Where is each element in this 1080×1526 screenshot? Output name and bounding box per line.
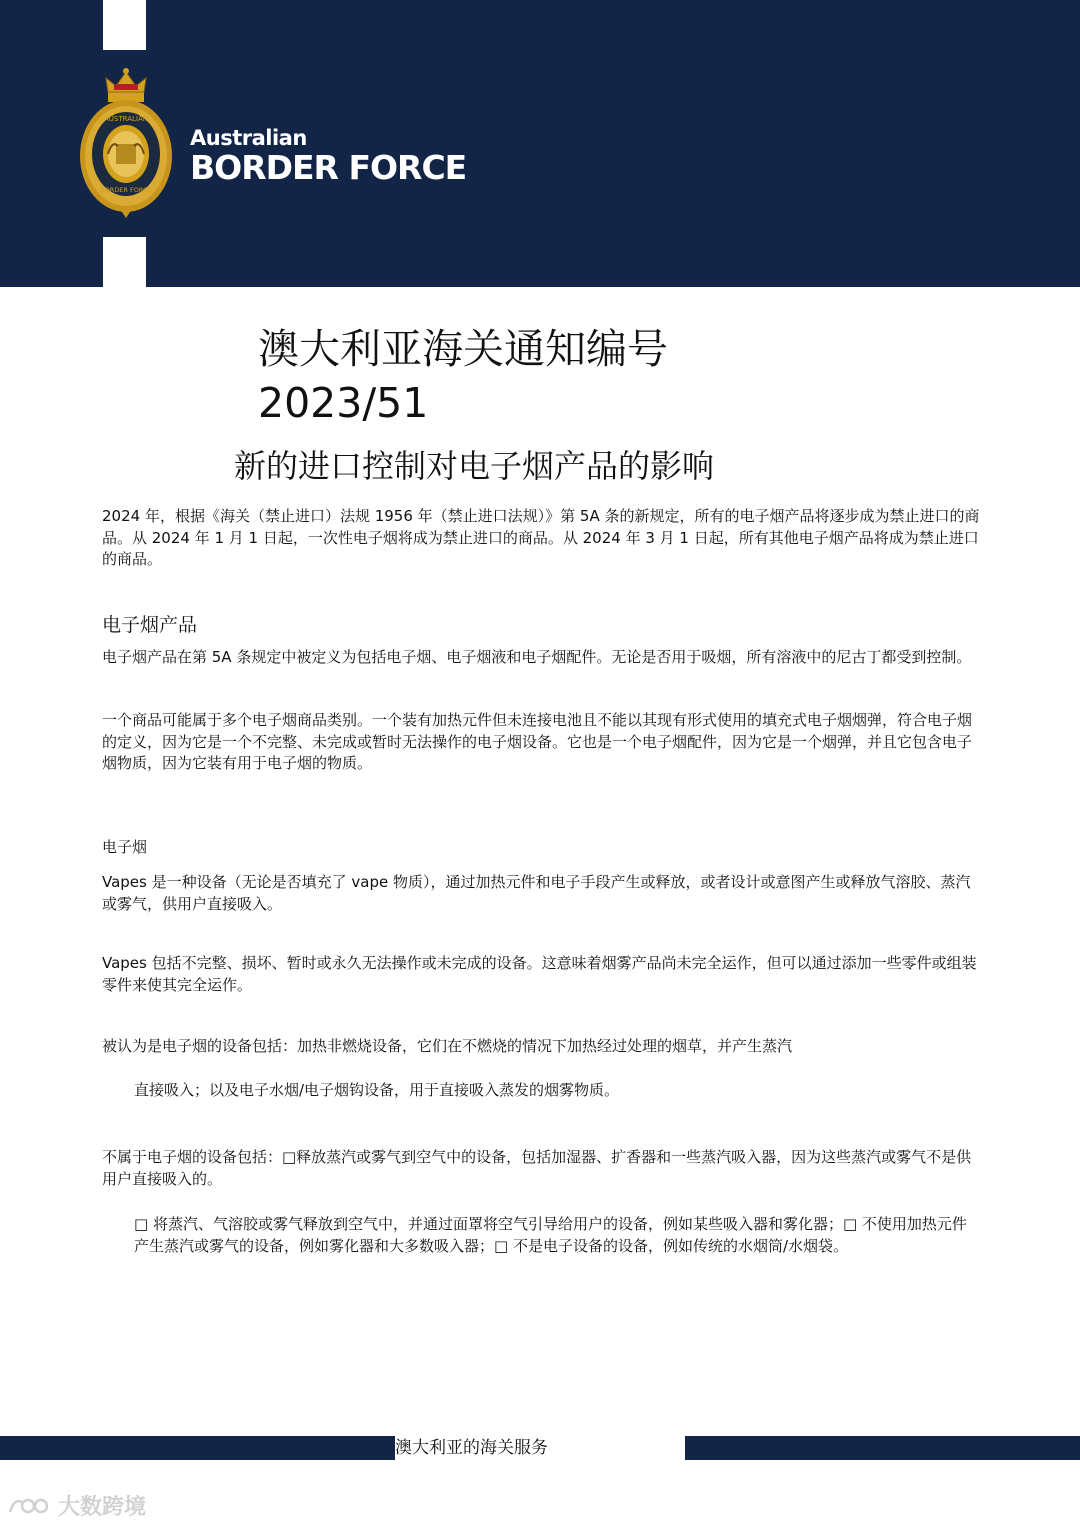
vapes-incomplete-paragraph: Vapes 包括不完整、损坏、暂时或永久无法操作或未完成的设备。这意味着烟雾产品尚未完全运作，但可以通过添加一些零件或组装零件来使其完全运作。 — [102, 954, 977, 994]
notice-title-line-1: 澳大利亚海关通知编号 — [258, 325, 668, 373]
excluded-devices-list: □ 将蒸汽、气溶胶或雾气释放到空气中，并通过面罩将空气引导给用户的设备，例如某些吸入器和雾化器；□ 不使用加热元件产生蒸汽或雾气的设备，例如雾化器和大多数吸入器；□ 不是电子设备的设备，例如传统的水烟筒/水烟袋。 — [134, 1215, 967, 1255]
included-devices-continuation: 直接吸入；以及电子水烟/电子烟钩设备，用于直接吸入蒸发的烟雾物质。 — [134, 1081, 620, 1099]
footer-text: 澳大利亚的海关服务 — [395, 1438, 548, 1458]
notice-title — [258, 322, 668, 430]
included-devices-paragraph: 被认为是电子烟的设备包括：加热非燃烧设备，它们在不燃烧的情况下加热经过处理的烟草，并产生蒸汽 — [102, 1037, 793, 1055]
definition-paragraph: 电子烟产品在第 5A 条规定中被定义为包括电子烟、电子烟液和电子烟配件。无论是否用于吸烟，所有溶液中的尼古丁都受到控制。 — [102, 648, 972, 666]
section-heading: 电子烟产品 — [102, 614, 198, 636]
border-force-emblem — [78, 66, 174, 218]
watermark-logo-icon — [8, 1494, 52, 1518]
vapes-definition-paragraph: Vapes 是一种设备（无论是否填充了 vape 物质），通过加热元件和电子手段产生或释放，或者设计或意图产生或释放气溶胶、蒸汽或雾气，供用户直接吸入。 — [102, 873, 971, 913]
watermark — [8, 1490, 146, 1521]
svg-text:BORDER FORCE: BORDER FORCE — [100, 186, 152, 194]
notice-number: 2023/51 — [258, 379, 429, 427]
intro-paragraph: 2024 年，根据《海关（禁止进口）法规 1956 年（禁止进口法规）》第 5A 条的新规定，所有的电子烟产品将逐步成为禁止进口的商品。从 2024 年 1 月 1 日起，一次性电子烟将成为禁止进口的商品。从 2024 年 3 月 1 日起，所有其他电子烟产品将成为禁止进口的商品。 — [102, 507, 980, 568]
header-bottom-white-bar — [103, 237, 146, 287]
excluded-devices-paragraph: 不属于电子烟的设备包括：□释放蒸汽或雾气到空气中的设备，包括加湿器、扩香器和一些蒸汽吸入器，因为这些蒸汽或雾气不是供用户直接吸入的。 — [102, 1148, 972, 1188]
svg-text:AUSTRALIAN: AUSTRALIAN — [104, 115, 148, 123]
subsection-heading: 电子烟 — [102, 838, 148, 856]
brand-line-2: BORDER FORCE — [190, 148, 467, 187]
crown-icon — [106, 68, 146, 102]
header-top-white-bar — [103, 0, 146, 50]
multiple-category-paragraph: 一个商品可能属于多个电子烟商品类别。一个装有加热元件但未连接电池且不能以其现有形式使用的填充式电子烟烟弹，符合电子烟的定义，因为它是一个不完整、未完成或暂时无法操作的电子烟设备。它也是一个电子烟配件，因为它是一个烟弹，并且它包含电子烟物质，因为它装有用于电子烟的物质。 — [102, 711, 973, 772]
header-banner — [0, 0, 1080, 287]
brand-line-1: Australian — [190, 126, 307, 150]
notice-subtitle: 新的进口控制对电子烟产品的影响 — [234, 447, 715, 485]
watermark-text: 大数跨境 — [58, 1495, 147, 1520]
brand-wordmark — [190, 126, 466, 186]
